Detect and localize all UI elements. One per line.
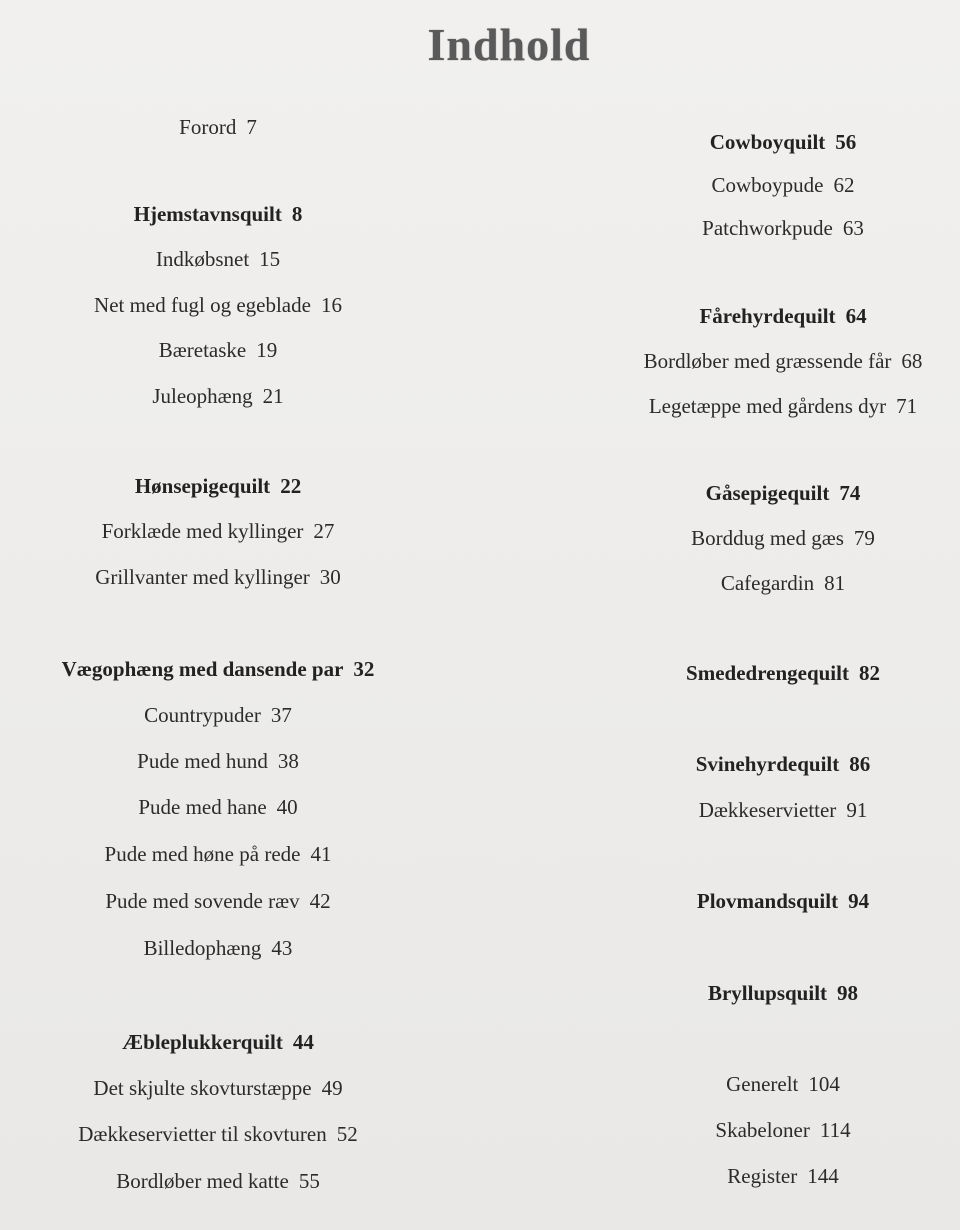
entry-label: Cafegardin <box>720 571 815 595</box>
toc-entry[interactable] <box>565 393 960 419</box>
toc-entry[interactable] <box>565 215 960 241</box>
entry-label: Plovmandsquilt <box>696 889 839 913</box>
entry-page: 98 <box>837 981 859 1005</box>
toc-entry[interactable] <box>0 1168 436 1194</box>
entry-label: Hønsepigequilt <box>134 474 271 498</box>
toc-entry[interactable] <box>565 303 960 329</box>
entry-page: 22 <box>280 474 302 498</box>
entry-page: 21 <box>262 384 284 408</box>
toc-entry[interactable] <box>565 570 960 596</box>
toc-entry[interactable] <box>0 656 436 682</box>
entry-page: 81 <box>824 571 846 595</box>
entry-label: Pude med sovende ræv <box>105 889 300 913</box>
entry-page: 41 <box>310 842 332 866</box>
entry-label: Smededrengequilt <box>686 661 849 685</box>
entry-page: 55 <box>298 1169 320 1193</box>
toc-entry[interactable] <box>0 1029 436 1055</box>
entry-label: Pude med hund <box>137 749 268 773</box>
entry-label: Bryllupsquilt <box>707 981 828 1005</box>
entry-page: 63 <box>842 216 864 240</box>
entry-label: Pude med høne på rede <box>104 842 301 866</box>
entry-page: 43 <box>271 936 293 960</box>
toc-entry[interactable] <box>0 292 436 318</box>
toc-entry[interactable] <box>565 525 960 551</box>
toc-entry[interactable] <box>565 797 960 823</box>
toc-entry[interactable] <box>0 1075 436 1101</box>
entry-label: Net med fugl og egeblade <box>94 293 311 317</box>
entry-page: 16 <box>320 293 342 317</box>
entry-label: Bæretaske <box>158 338 247 362</box>
toc-entry[interactable] <box>0 748 436 774</box>
entry-page: 19 <box>256 338 278 362</box>
entry-label: Indkøbsnet <box>155 247 250 271</box>
toc-entry[interactable] <box>565 480 960 506</box>
page-title: Indhold <box>427 19 591 70</box>
toc-entry[interactable] <box>565 980 960 1006</box>
toc-entry[interactable] <box>565 348 960 374</box>
entry-page: 79 <box>853 526 875 550</box>
entry-label: Skabeloner <box>715 1118 810 1142</box>
entry-page: 144 <box>807 1164 839 1188</box>
entry-page: 30 <box>319 565 341 589</box>
entry-page: 27 <box>313 519 335 543</box>
entry-label: Forklæde med kyllinger <box>101 519 304 543</box>
toc-entry[interactable] <box>565 1071 960 1097</box>
entry-label: Countrypuder <box>144 703 261 727</box>
entry-label: Dækkeservietter til skovturen <box>78 1122 327 1146</box>
entry-label: Cowboypude <box>711 173 824 197</box>
entry-page: 8 <box>291 202 303 226</box>
entry-page: 37 <box>270 703 292 727</box>
entry-page: 71 <box>896 394 918 418</box>
entry-label: Fårehyrdequilt <box>699 304 836 328</box>
entry-page: 40 <box>276 795 298 819</box>
entry-page: 52 <box>336 1122 358 1146</box>
entry-label: Register <box>727 1164 798 1188</box>
entry-label: Forord <box>179 115 237 139</box>
toc-entry[interactable] <box>0 794 436 820</box>
toc-entry[interactable] <box>565 660 960 686</box>
entry-label: Pude med hane <box>138 795 267 819</box>
entry-label: Vægophæng med dansende par <box>61 657 344 681</box>
toc-entry[interactable] <box>565 888 960 914</box>
toc-entry[interactable] <box>0 114 436 140</box>
toc-entry[interactable] <box>565 1117 960 1143</box>
entry-label: Dækkeservietter <box>698 798 837 822</box>
toc-entry[interactable] <box>565 172 960 198</box>
entry-page: 68 <box>901 349 923 373</box>
entry-page: 42 <box>309 889 331 913</box>
entry-page: 7 <box>246 115 257 139</box>
entry-label: Juleophæng <box>152 384 253 408</box>
entry-label: Svinehyrdequilt <box>695 752 840 776</box>
entry-page: 49 <box>321 1076 343 1100</box>
toc-entry[interactable] <box>565 1163 960 1189</box>
entry-page: 56 <box>835 130 857 154</box>
entry-label: Billedophæng <box>143 936 262 960</box>
entry-label: Grillvanter med kyllinger <box>95 565 310 589</box>
entry-label: Hjemstavnsquilt <box>133 202 282 226</box>
entry-label: Det skjulte skovturstæppe <box>93 1076 312 1100</box>
toc-entry[interactable] <box>0 888 436 914</box>
toc-entry[interactable] <box>0 841 436 867</box>
toc-entry[interactable] <box>0 935 436 961</box>
toc-entry[interactable] <box>0 473 436 499</box>
entry-page: 64 <box>845 304 867 328</box>
toc-entry[interactable] <box>565 751 960 777</box>
entry-label: Cowboyquilt <box>709 130 826 154</box>
toc-entry[interactable] <box>0 518 436 544</box>
toc-entry[interactable] <box>0 383 436 409</box>
entry-page: 91 <box>846 798 868 822</box>
entry-page: 62 <box>833 173 855 197</box>
entry-page: 94 <box>848 889 870 913</box>
toc-entry[interactable] <box>0 337 436 363</box>
entry-page: 44 <box>292 1030 314 1054</box>
entry-page: 82 <box>858 661 880 685</box>
entry-label: Æbleplukkerquilt <box>122 1030 283 1054</box>
entry-page: 15 <box>259 247 281 271</box>
toc-entry[interactable] <box>0 201 436 227</box>
entry-label: Bordløber med græssende får <box>643 349 892 373</box>
toc-entry[interactable] <box>0 702 436 728</box>
entry-page: 114 <box>819 1118 851 1142</box>
toc-entry[interactable] <box>0 246 436 272</box>
entry-page: 74 <box>839 481 861 505</box>
toc-entry[interactable] <box>0 1121 436 1147</box>
entry-label: Bordløber med katte <box>116 1169 289 1193</box>
entry-page: 104 <box>808 1072 840 1096</box>
toc-entry[interactable] <box>0 564 436 590</box>
entry-page: 38 <box>277 749 299 773</box>
entry-page: 32 <box>353 657 375 681</box>
toc-entry[interactable] <box>565 129 960 155</box>
entry-label: Legetæppe med gårdens dyr <box>648 394 887 418</box>
entry-page: 86 <box>849 752 871 776</box>
entry-label: Patchworkpude <box>702 216 833 240</box>
entry-label: Generelt <box>726 1072 799 1096</box>
entry-label: Gåsepigequilt <box>705 481 830 505</box>
entry-label: Borddug med gæs <box>691 526 844 550</box>
